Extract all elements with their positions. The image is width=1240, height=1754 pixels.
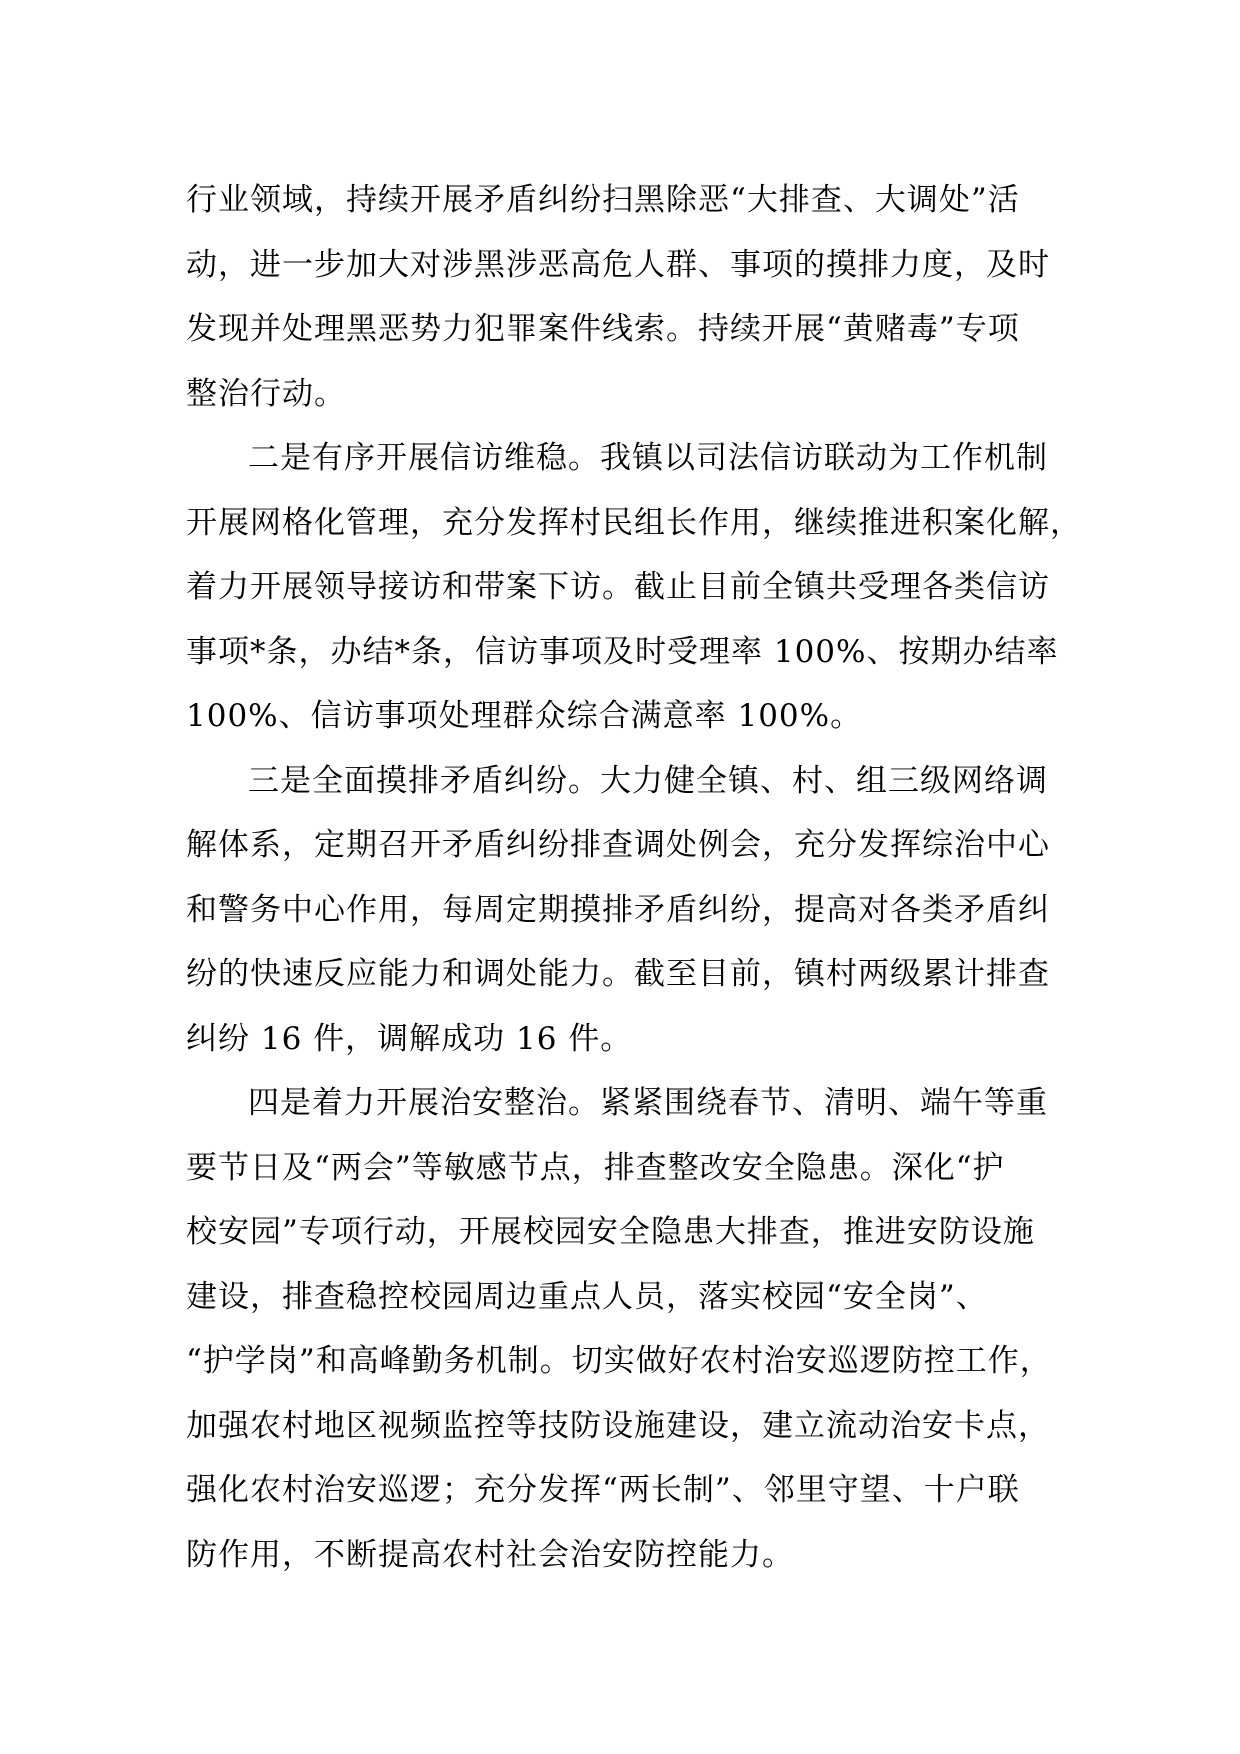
paragraph-2-line-3: 着力开展领导接访和带案下访。截止目前全镇共受理各类信访 <box>186 569 1050 605</box>
paragraph-3-line-1: 三是全面摸排矛盾纠纷。大力健全镇、村、组三级网络调 <box>248 762 1048 799</box>
paragraph-3 <box>186 749 1078 1072</box>
paragraph-4-line-2: 要节日及“两会”等敏感节点，排查整改安全隐患。深化“护 <box>186 1149 1005 1186</box>
paragraph-4 <box>186 1071 1078 1587</box>
document-body <box>186 168 1082 1587</box>
paragraph-3-line-2: 解体系，定期召开矛盾纠纷排查调处例会，充分发挥综治中心 <box>186 827 1050 863</box>
paragraph-1 <box>186 168 1078 426</box>
paragraph-2-line-4: 事项*条，办结*条，信访事项及时受理率 100%、按期办结率 <box>186 633 1059 670</box>
paragraph-4-line-1: 四是着力开展治安整治。紧紧围绕春节、清明、端午等重 <box>248 1085 1048 1121</box>
paragraph-3-line-5: 纠纷 16 件，调解成功 16 件。 <box>186 1020 633 1057</box>
paragraph-4-line-3: 校安园”专项行动，开展校园安全隐患大排查，推进安防设施 <box>186 1214 1035 1250</box>
paragraph-1-line-4: 整治行动。 <box>186 375 346 412</box>
paragraph-4-line-7: 强化农村治安巡逻；充分发挥“两长制”、邻里守望、十户联 <box>186 1472 1020 1508</box>
paragraph-3-line-4: 纷的快速反应能力和调处能力。截至目前，镇村两级累计排查 <box>186 956 1050 992</box>
paragraph-4-line-6: 加强农村地区视频监控等技防设施建设，建立流动治安卡点， <box>186 1407 1050 1444</box>
paragraph-1-line-3: 发现并处理黑恶势力犯罪案件线索。持续开展“黄赌毒”专项 <box>186 311 1020 347</box>
paragraph-2-line-1: 二是有序开展信访维稳。我镇以司法信访联动为工作机制 <box>248 440 1048 476</box>
paragraph-1-line-1: 行业领域，持续开展矛盾纠纷扫黑除恶“大排查、大调处”活 <box>186 182 1020 218</box>
paragraph-4-line-8: 防作用，不断提高农村社会治安防控能力。 <box>186 1536 794 1573</box>
paragraph-3-line-3: 和警务中心作用，每周定期摸排矛盾纠纷，提高对各类矛盾纠 <box>186 891 1050 928</box>
paragraph-2 <box>186 426 1082 749</box>
paragraph-4-line-4: 建设，排查稳控校园周边重点人员，落实校园“安全岗”、 <box>186 1278 988 1315</box>
paragraph-2-line-5: 100%、信访事项处理群众综合满意率 100%。 <box>186 698 863 734</box>
paragraph-4-line-5: “护学岗”和高峰勤务机制。切实做好农村治安巡逻防控工作， <box>186 1343 1052 1379</box>
paragraph-2-line-2: 开展网格化管理，充分发挥村民组长作用，继续推进积案化解， <box>186 504 1082 541</box>
paragraph-1-line-2: 动，进一步加大对涉黑涉恶高危人群、事项的摸排力度，及时 <box>186 246 1050 283</box>
